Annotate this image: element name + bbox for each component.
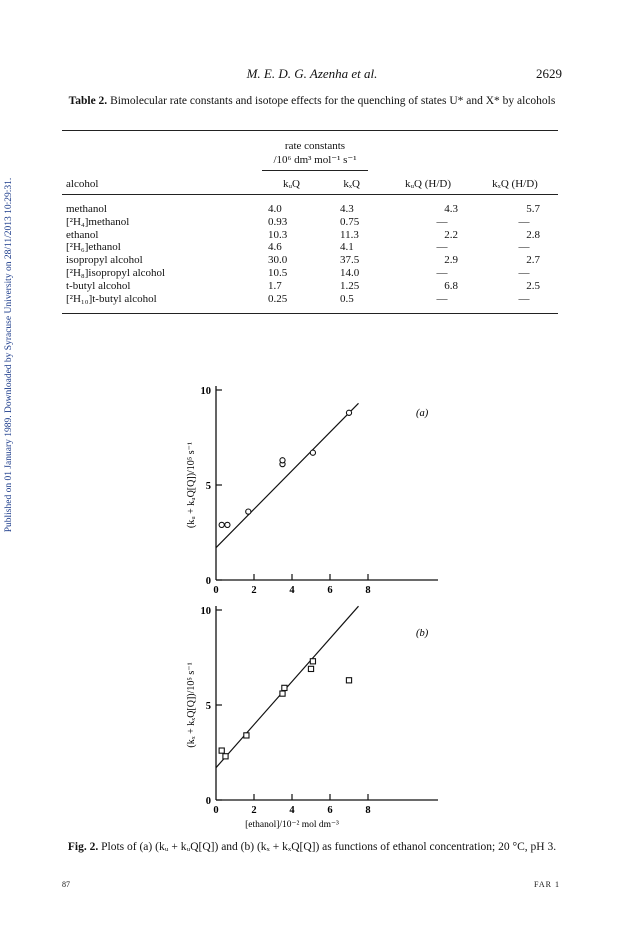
data-point-circle (280, 458, 285, 463)
table-cell-value: 4.1 (340, 241, 354, 254)
y-axis-label: (kₓ + kₓQ[Q])/10⁵ s⁻¹ (186, 662, 197, 748)
table-cell-value: 14.0 (340, 267, 360, 279)
x-tick-label: 8 (365, 585, 371, 596)
table-cell-alcohol: isopropyl alcohol (66, 254, 143, 267)
figure-caption-label: Fig. 2. (67, 841, 99, 853)
data-point-circle (310, 450, 315, 455)
table-cell-value: 5.7 (526, 203, 540, 215)
table-caption-label: Table 2. (68, 95, 108, 107)
x-tick-label: 2 (251, 805, 257, 816)
x-tick-label: 8 (365, 805, 371, 816)
fit-line (216, 403, 359, 547)
data-point-square (282, 685, 287, 690)
x-tick-label: 0 (213, 805, 219, 816)
table-cell-value: 0.75 (340, 215, 360, 228)
table-cell-value: 30.0 (268, 254, 288, 267)
running-header-authors: M. E. D. G. Azenha et al. (246, 66, 378, 81)
x-tick-label: 4 (289, 805, 295, 816)
table-cell-value: 4.3 (340, 203, 354, 215)
table-cell-value: — (518, 241, 530, 254)
table-cell-value: 11.3 (340, 228, 359, 241)
table-cell-value: 10.5 (268, 267, 288, 279)
footer-right: FAR 1 (534, 880, 560, 889)
table-caption-text: Bimolecular rate constants and isotope effects for the quenching of states U* and X* by alcohols (110, 95, 556, 107)
data-point-circle (225, 522, 230, 527)
table-cell-value: 2.5 (526, 279, 540, 292)
table-header-cell: kᵤQ (282, 178, 300, 190)
figure-caption-text: Plots of (a) (kᵤ + kᵤQ[Q]) and (b) (kₓ + kₓQ[Q]) as functions of ethanol concentration; 20 °C, pH 3. (101, 841, 557, 853)
table-cell-value: — (436, 292, 448, 305)
table-cell-value: 4.6 (268, 241, 282, 254)
table-cell-value: 2.9 (444, 254, 458, 267)
figure-caption (62, 840, 562, 854)
y-tick-label: 0 (205, 796, 211, 807)
table-cell-value: 1.25 (340, 279, 360, 292)
table-cell-value: — (436, 241, 448, 254)
table-header-rule (62, 194, 558, 195)
table-caption (62, 94, 562, 108)
table-cell-value: 37.5 (340, 254, 360, 267)
table-cell-alcohol: ethanol (66, 228, 99, 241)
panel-label: (a) (416, 408, 429, 419)
x-tick-label: 4 (289, 585, 295, 596)
y-tick-label: 5 (205, 701, 211, 712)
table-cell-value: 10.3 (268, 228, 288, 241)
data-point-square (308, 666, 313, 671)
data-point-square (223, 754, 228, 759)
data-point-square (280, 691, 285, 696)
table-cell-value: — (518, 215, 530, 228)
data-point-square (310, 659, 315, 664)
table-group-rule (262, 170, 368, 171)
chart-panel-a (186, 378, 450, 598)
table-cell-value: 0.5 (340, 292, 354, 305)
x-tick-label: 6 (327, 805, 333, 816)
table-cell-alcohol: methanol (66, 203, 107, 215)
table-cell-alcohol: [²H₁₀]t-butyl alcohol (66, 292, 157, 305)
table-cell-alcohol: [²H₆]ethanol (66, 241, 121, 254)
data-point-circle (346, 410, 351, 415)
table-cell-value: 4.0 (268, 203, 282, 215)
table-cell-value: 4.3 (444, 203, 458, 215)
table-cell-value: 2.8 (526, 228, 540, 241)
table-cell-alcohol: [²H₈]isopropyl alcohol (66, 267, 166, 279)
table-group-header-line1: rate constants (284, 140, 346, 152)
x-axis-label: [ethanol]/10⁻² mol dm⁻³ (245, 820, 339, 830)
table-cell-alcohol: [²H₄]methanol (66, 215, 130, 228)
download-watermark: Published on 01 January 1989. Downloaded by Syracuse University on 28/11/2013 10:29:31. (4, 177, 14, 533)
data-point-circle (219, 522, 224, 527)
chart-panel-b (186, 600, 450, 835)
table-cell-alcohol: t-butyl alcohol (66, 279, 131, 292)
data-point-square (219, 748, 224, 753)
table-cell-value: 0.25 (268, 292, 288, 305)
table-header-cell: alcohol (66, 178, 99, 190)
table-cell-value: — (518, 267, 530, 279)
page-number: 2629 (536, 66, 562, 81)
x-tick-label: 2 (251, 585, 257, 596)
table-cell-value: — (518, 292, 530, 305)
table-header-cell: kₓQ (H/D) (492, 178, 538, 190)
table-group-header-line2: /10⁶ dm³ mol⁻¹ s⁻¹ (273, 154, 357, 166)
table-header-cell: kᵤQ (H/D) (404, 178, 452, 190)
footer-left: 87 (62, 880, 70, 889)
x-tick-label: 6 (327, 585, 333, 596)
data-point-square (244, 733, 249, 738)
data-point-square (346, 678, 351, 683)
table-cell-value: 2.7 (526, 254, 540, 267)
panel-label: (b) (416, 628, 429, 639)
table-cell-value: 0.93 (268, 215, 288, 228)
table-top-rule (62, 130, 558, 131)
table-cell-value: — (436, 215, 448, 228)
y-tick-label: 10 (200, 606, 211, 617)
table-cell-value: — (436, 267, 448, 279)
table-cell-value: 6.8 (444, 279, 458, 292)
table-cell-value: 2.2 (444, 228, 458, 241)
x-tick-label: 0 (213, 585, 219, 596)
table-header-cell: kₓQ (343, 178, 360, 190)
table-bottom-rule (62, 313, 558, 314)
table-cell-value: 1.7 (268, 279, 282, 292)
y-axis-label: (kᵤ + kᵤQ[Q])/10⁵ s⁻¹ (186, 442, 197, 528)
y-tick-label: 5 (205, 481, 211, 492)
y-tick-label: 10 (200, 386, 211, 397)
data-point-circle (246, 509, 251, 514)
y-tick-label: 0 (205, 576, 211, 587)
